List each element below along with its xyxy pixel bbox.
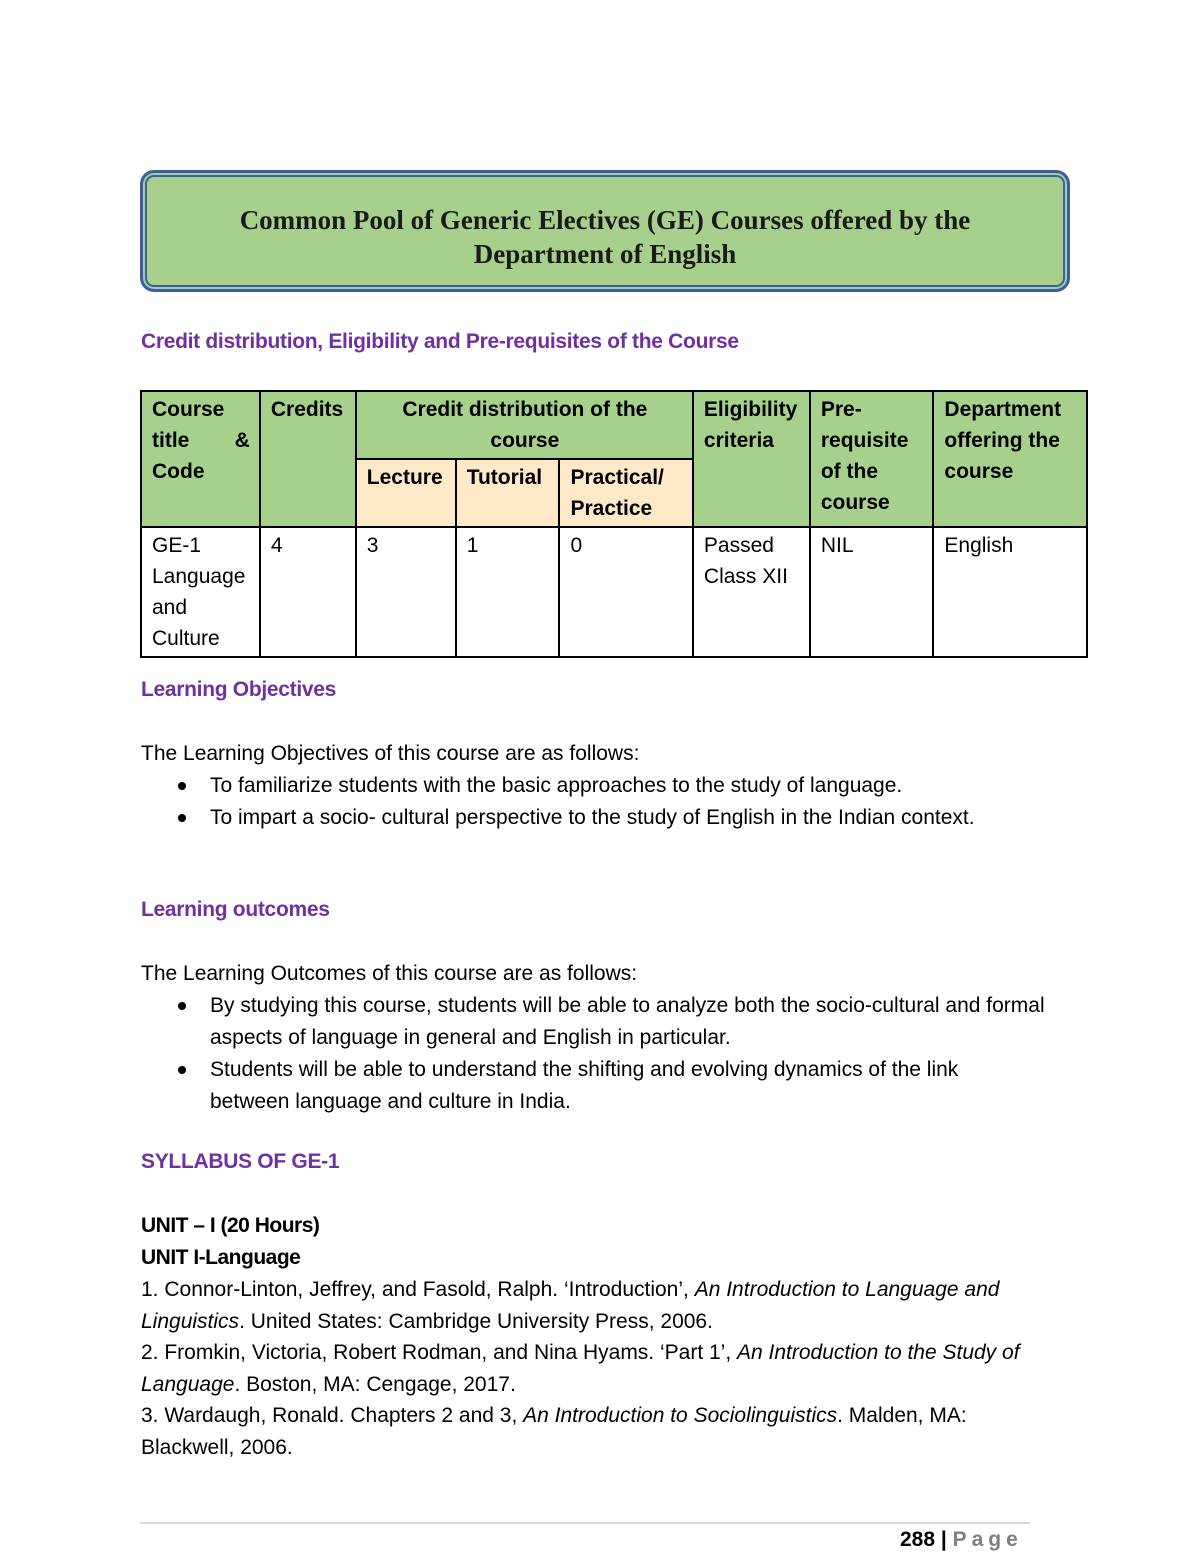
list-item: To impart a socio- cultural perspective to the study of English in the Indian context. bbox=[172, 802, 990, 834]
learning-objectives-heading: Learning Objectives bbox=[141, 678, 337, 701]
reference-list bbox=[141, 1274, 1041, 1463]
header-course-title: Course title & Code bbox=[141, 391, 260, 527]
reference-item: 1. Connor-Linton, Jeffrey, and Fasold, Ralph. ‘Introduction’, An Introduction to Language and Linguistics. United States: Cambridge University Press, 2006. bbox=[141, 1278, 1000, 1333]
learning-outcomes-heading: Learning outcomes bbox=[141, 898, 330, 921]
syllabus-heading: SYLLABUS OF GE-1 bbox=[141, 1150, 340, 1173]
header-department: Department offering the course bbox=[933, 391, 1087, 527]
header-tutorial: Tutorial bbox=[456, 459, 560, 527]
bullet-icon bbox=[178, 782, 186, 790]
header-prerequisite: Pre-requisite of the course bbox=[810, 391, 934, 527]
header-credits: Credits bbox=[260, 391, 356, 527]
cell-credits: 4 bbox=[260, 527, 356, 657]
table-row bbox=[141, 527, 1087, 657]
page-number: 288 bbox=[900, 1528, 936, 1551]
list-item: By studying this course, students will be able to analyze both the socio-cultural and formal aspects of language in general and English in particular. bbox=[172, 990, 1092, 1054]
credit-table bbox=[140, 390, 1088, 658]
learning-outcomes-list bbox=[172, 990, 1092, 1118]
unit-subtitle: UNIT I-Language bbox=[141, 1246, 301, 1269]
header-credit-distribution: Credit distribution of the course bbox=[356, 391, 693, 459]
learning-objectives-list bbox=[172, 770, 1092, 834]
cell-prerequisite: NIL bbox=[810, 527, 934, 657]
page-footer bbox=[900, 1528, 1023, 1552]
reference-item: 3. Wardaugh, Ronald. Chapters 2 and 3, An Introduction to Sociolinguistics. Malden, MA: Blackwell, 2006. bbox=[141, 1404, 967, 1459]
bullet-icon bbox=[178, 814, 186, 822]
list-item: To familiarize students with the basic approaches to the study of language. bbox=[172, 770, 1092, 802]
bullet-icon bbox=[178, 1002, 186, 1010]
bullet-icon bbox=[178, 1066, 186, 1074]
section-heading-credit: Credit distribution, Eligibility and Pre-requisites of the Course bbox=[141, 330, 739, 353]
list-item: Students will be able to understand the shifting and evolving dynamics of the link between language and culture in India. bbox=[172, 1054, 1030, 1118]
learning-objectives-intro: The Learning Objectives of this course are as follows: bbox=[141, 742, 640, 765]
cell-tutorial: 1 bbox=[456, 527, 560, 657]
footer-divider bbox=[140, 1522, 1030, 1524]
header-lecture: Lecture bbox=[356, 459, 456, 527]
cell-course: GE-1 Language and Culture bbox=[141, 527, 260, 657]
header-practical: Practical/ Practice bbox=[559, 459, 692, 527]
page-label: Page bbox=[952, 1528, 1023, 1551]
learning-outcomes-intro: The Learning Outcomes of this course are as follows: bbox=[141, 962, 638, 985]
header-eligibility: Eligibility criteria bbox=[693, 391, 810, 527]
cell-practical: 0 bbox=[559, 527, 692, 657]
footer-separator: | bbox=[940, 1528, 947, 1551]
title-line-1: Common Pool of Generic Electives (GE) Courses offered by the bbox=[239, 205, 971, 235]
title-line-2: Department of English bbox=[473, 239, 737, 269]
cell-department: English bbox=[933, 527, 1087, 657]
cell-eligibility: Passed Class XII bbox=[693, 527, 810, 657]
title-box bbox=[140, 170, 1070, 292]
cell-lecture: 3 bbox=[356, 527, 456, 657]
unit-title: UNIT – I (20 Hours) bbox=[141, 1214, 320, 1237]
reference-item: 2. Fromkin, Victoria, Robert Rodman, and Nina Hyams. ‘Part 1’, An Introduction to the Study of Language. Boston, MA: Cengage, 2017. bbox=[141, 1341, 1020, 1396]
